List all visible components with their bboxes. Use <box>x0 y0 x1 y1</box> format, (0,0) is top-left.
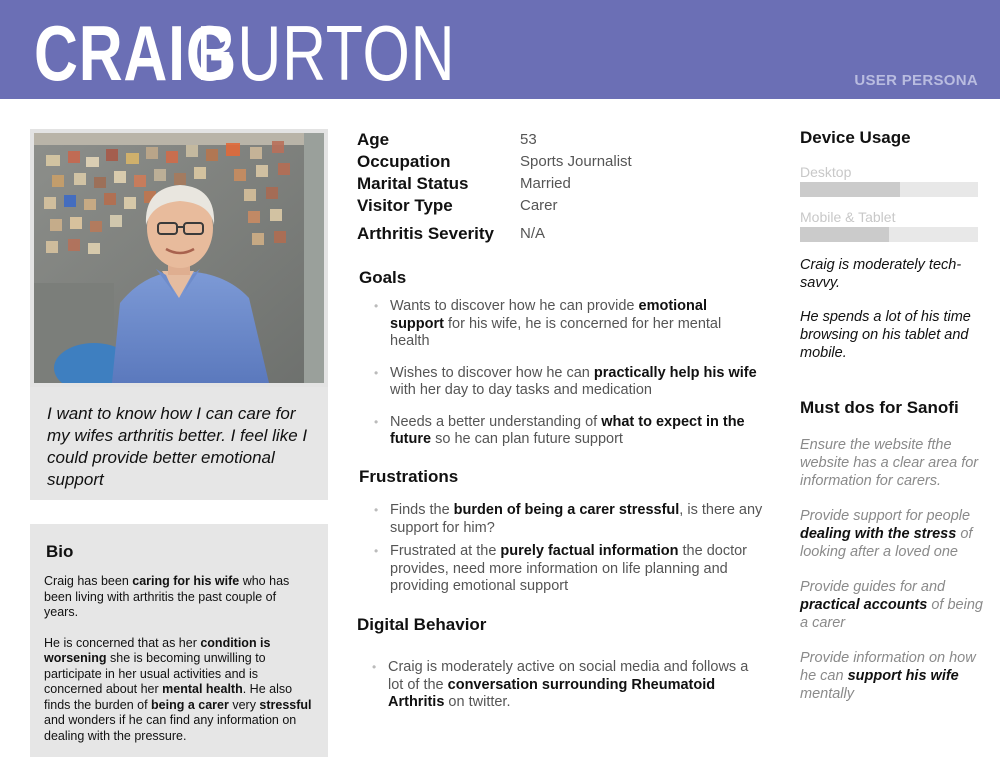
bio-segment-text: and wonders if he can find any information on dealing with the pressure. <box>44 713 297 743</box>
portrait-illustration <box>34 133 324 383</box>
header-banner <box>0 0 1000 99</box>
digital-behavior-item <box>370 659 755 712</box>
bio-segment-text: very <box>228 697 260 712</box>
tech-note-2: He spends a lot of his time browsing on his tablet and mobile. <box>800 309 971 361</box>
must-dos-title: Must dos for Sanofi <box>800 398 959 417</box>
fact-label: Marital Status <box>357 174 469 193</box>
frustration-item-emphasis: purely factual information <box>500 543 679 559</box>
must-do-text: Provide support for people <box>800 508 971 524</box>
bio-paragraph-1 <box>44 574 312 621</box>
fact-value: Married <box>520 175 571 192</box>
must-do-text: of looking after a loved one <box>800 526 973 560</box>
frustration-item-text: Frustrated at the <box>390 543 501 559</box>
must-do-text: of being a carer <box>800 597 983 631</box>
frustration-item-text: Finds the <box>390 502 454 518</box>
fact-age <box>357 130 757 152</box>
must-do-text: Provide information on how he can <box>800 650 976 684</box>
digital-behavior-item-emphasis: conversation surrounding Rheumatoid Arthritis <box>388 676 716 710</box>
desktop-usage-fill <box>800 182 900 197</box>
frustrations-list <box>372 502 764 596</box>
persona-photo <box>30 129 328 387</box>
must-do-item <box>800 578 985 632</box>
fact-value: Carer <box>520 197 558 214</box>
tech-note-1: Craig is moderately tech-savvy. <box>800 257 962 291</box>
bio-title: Bio <box>46 542 74 561</box>
bio-segment-emphasis: being a carer <box>151 697 229 712</box>
desktop-label: Desktop <box>800 164 852 180</box>
goal-item-emphasis: practically help his wife <box>593 364 757 381</box>
must-do-emphasis: dealing with the stress <box>800 526 957 542</box>
goal-item-text: for his wife, he is concerned for her mental health <box>390 315 722 349</box>
goal-item <box>372 414 757 449</box>
fact-label: Occupation <box>357 152 451 171</box>
fact-label: Visitor Type <box>357 196 453 215</box>
bio-segment-text: she is becoming unwilling to participate in her usual activities and is concerned about her <box>44 651 266 696</box>
must-do-emphasis: practical accounts <box>800 597 928 613</box>
fact-value: N/A <box>520 225 546 242</box>
bio-text <box>44 574 312 744</box>
must-do-item <box>800 649 985 703</box>
goal-item-text: so he can plan future support <box>431 431 623 447</box>
goal-item-text: with her day to day tasks and medication <box>390 382 652 398</box>
mobile-tablet-label: Mobile & Tablet <box>800 209 896 225</box>
bio-box <box>30 524 328 757</box>
goals-title: Goals <box>359 268 407 287</box>
fact-label: Age <box>357 130 390 149</box>
goal-item-emphasis: what to expect in the future <box>390 413 745 447</box>
must-do-text: mentally <box>800 686 854 702</box>
bio-segment-emphasis: stressful <box>259 697 312 712</box>
goal-item <box>372 365 757 400</box>
persona-quote: I want to know how I can care for my wifes arthritis better. I feel like I could provide better emotional support <box>47 404 308 489</box>
fact-arthritis-severity <box>357 224 757 246</box>
right-column <box>800 128 985 703</box>
persona-quote-box <box>30 387 328 500</box>
persona-last-name: BURTON <box>196 9 456 97</box>
goal-item-emphasis: emotional support <box>390 298 707 332</box>
digital-behavior-item-text: on twitter. <box>444 694 511 710</box>
persona-first-name: CRAIG <box>34 9 234 97</box>
frustrations-title: Frustrations <box>359 467 459 486</box>
persona-facts <box>357 130 757 246</box>
digital-behavior-item-text: Craig is moderately active on social media and follows a lot of the <box>388 659 749 693</box>
frustration-item <box>372 502 764 537</box>
bio-segment-emphasis: mental health <box>162 682 243 696</box>
fact-value: Sports Journalist <box>520 153 632 170</box>
digital-behavior-title: Digital Behavior <box>357 615 487 634</box>
frustration-item-emphasis: burden of being a carer stressful <box>453 502 680 518</box>
bio-segment-text: He is concerned that as her <box>44 635 201 650</box>
bio-segment-text: Craig has been <box>44 574 133 588</box>
goal-item-text: Wishes to discover how he can <box>390 364 594 381</box>
bio-segment-emphasis: condition is worsening <box>44 635 271 665</box>
must-dos-list <box>800 436 985 703</box>
bio-paragraph-2 <box>44 636 312 745</box>
must-do-item <box>800 507 985 561</box>
frustration-item-text: the doctor provides, need more information on life planning and providing emotional support <box>390 543 747 594</box>
must-do-emphasis: support his wife <box>847 668 959 684</box>
goal-item-text: Wants to discover how he can provide <box>390 298 639 314</box>
persona-name <box>34 8 456 98</box>
goal-item <box>372 298 757 351</box>
fact-occupation <box>357 152 757 174</box>
fact-label: Arthritis Severity <box>357 224 494 243</box>
digital-behavior-list <box>370 659 755 712</box>
fact-value: 53 <box>520 131 537 148</box>
fact-marital-status <box>357 174 757 196</box>
goal-item-text: Needs a better understanding of <box>390 413 602 430</box>
frustration-item <box>372 543 764 596</box>
persona-tag: USER PERSONA <box>854 72 978 89</box>
desktop-usage-bar <box>800 182 978 197</box>
bio-segment-text: . He also finds the burden of <box>44 682 293 712</box>
bio-segment-text: who has been living with arthritis the past couple of years. <box>44 574 290 619</box>
mobile-tablet-usage-fill <box>800 227 889 242</box>
must-do-text: Provide guides for and <box>800 579 946 595</box>
must-do-item <box>800 436 985 490</box>
bio-segment-emphasis: caring for his wife <box>132 574 240 588</box>
frustration-item-text: , is there any support for him? <box>390 502 763 536</box>
fact-visitor-type <box>357 196 757 218</box>
mobile-tablet-usage-bar <box>800 227 978 242</box>
must-do-text: Ensure the website fthe website has a clear area for information for carers. <box>800 437 979 489</box>
goals-list <box>372 298 757 449</box>
device-usage-title: Device Usage <box>800 128 911 147</box>
